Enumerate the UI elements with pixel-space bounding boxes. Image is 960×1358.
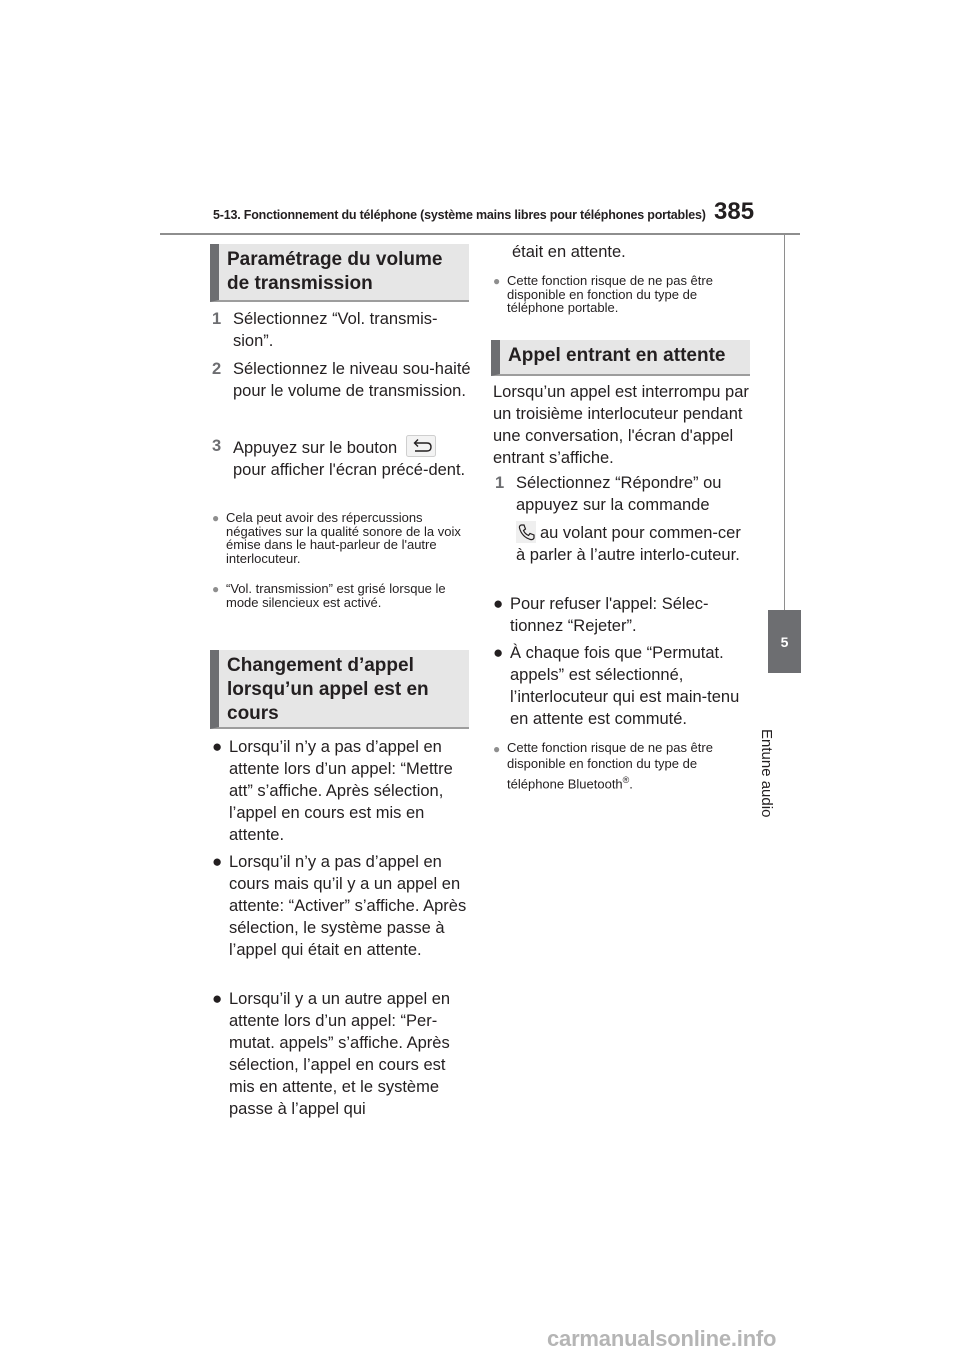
side-rule-top [784, 235, 785, 610]
step-text [233, 435, 472, 481]
step-number: 3 [212, 437, 222, 455]
step-1-incoming [495, 472, 753, 566]
step-text-before: Sélectionnez “Répondre” ou appuyez sur la commande [516, 474, 722, 514]
chapter-label: Entune audio [758, 729, 775, 818]
note-text: Cette fonction risque de ne pas être disponible en fonction du type de téléphone portable. [507, 273, 713, 315]
bullet-mark: ● [212, 737, 223, 756]
step-2 [212, 358, 472, 402]
section-heading-volume: Paramétrage du volume de transmission [210, 244, 469, 302]
step-1 [212, 308, 472, 352]
chapter-number: 5 [780, 633, 789, 650]
note-body: Cette fonction risque de ne pas être disponible en fonction du type de téléphone Bluetooth [507, 740, 713, 792]
watermark: carmanualsonline.info [547, 1326, 777, 1351]
note-bullet: ● [212, 582, 220, 596]
step-number: 1 [495, 474, 505, 492]
note-text: Cette fonction risque de ne pas être disponible en fonction du type de téléphone Bluetooth®. [507, 740, 713, 792]
back-arrow-icon [406, 435, 436, 457]
header-rule [160, 233, 800, 235]
registered-mark: ® [622, 775, 630, 785]
step-text-before: Appuyez sur le bouton [233, 439, 398, 457]
bullet-text: Lorsqu’il n’y a pas d’appel en cours mais qu’il y a un appel en attente: “Activer” s’affiche. Après sélection, le système passe à l’appel qui était en attente. [229, 853, 467, 959]
bullet-mark: ● [212, 852, 223, 871]
page-number: 385 [714, 198, 755, 225]
step-text-after: au volant pour commen-cer à parler à l’autre interlo-cuteur. [516, 524, 741, 564]
bullet-mark: ● [493, 643, 504, 662]
bullet-mark: ● [493, 594, 504, 613]
bullet-4 [493, 593, 751, 637]
bullet-mark: ● [212, 989, 223, 1008]
section-heading-call-switch: Changement d’appel lorsqu’un appel est en cours [210, 650, 469, 729]
bullet-text: Lorsqu’il y a un autre appel en attente lors d’un appel: “Per-mutat. appels” s’affiche. Après sélection, l’appel en cours est mis en attente, et le système passe à l’appel qui [229, 990, 451, 1118]
running-header-title: 5-13. Fonctionnement du téléphone (système mains libres pour téléphones portables) [213, 208, 706, 222]
step-text: Sélectionnez “Vol. transmis-sion”. [233, 310, 438, 350]
note-bullet: ● [493, 742, 501, 756]
note-text: Cela peut avoir des répercussions négatives sur la qualité sonore de la voix émise dans le haut-parleur de l'autre interlocuteur. [226, 510, 461, 566]
note-4 [493, 740, 755, 792]
note-3 [493, 274, 755, 315]
continuation-text: était en attente. [512, 243, 626, 261]
bullet-1 [212, 736, 470, 846]
note-bullet: ● [493, 274, 501, 288]
note-bullet: ● [212, 511, 220, 525]
bullet-text: Lorsqu’il n’y a pas d’appel en attente lors d’un appel: “Mettre att” s’affiche. Après sélection, l’appel en cours est mis en attente. [229, 738, 453, 844]
section-heading-incoming: Appel entrant en attente [491, 340, 750, 376]
bullet-5 [493, 642, 751, 730]
bullet-3 [212, 988, 470, 1120]
step-3 [212, 435, 472, 481]
step-number: 1 [212, 310, 222, 328]
incoming-intro: Lorsqu’un appel est interrompu par un troisième interlocuteur pendant une conversation, l'écran d'appel entrant s’affiche. [493, 383, 749, 467]
bullet-text: À chaque fois que “Permutat. appels” est sélectionné, l’interlocuteur qui est main-tenu en attente est commuté. [510, 644, 740, 728]
note-text: “Vol. transmission” est grisé lorsque le mode silencieux est activé. [226, 581, 446, 610]
bullet-text: Pour refuser l'appel: Sélec-tionnez “Rejeter”. [510, 595, 709, 635]
note-1 [212, 511, 472, 565]
step-number: 2 [212, 360, 222, 378]
chapter-tab [768, 610, 801, 673]
step-text-after: pour afficher l'écran précé-dent. [233, 461, 466, 479]
step-text: Sélectionnez le niveau sou-haité pour le volume de transmission. [233, 360, 471, 400]
step-text [516, 472, 753, 566]
note-2 [212, 582, 472, 609]
bullet-2 [212, 851, 470, 961]
phone-handset-icon [516, 521, 536, 543]
